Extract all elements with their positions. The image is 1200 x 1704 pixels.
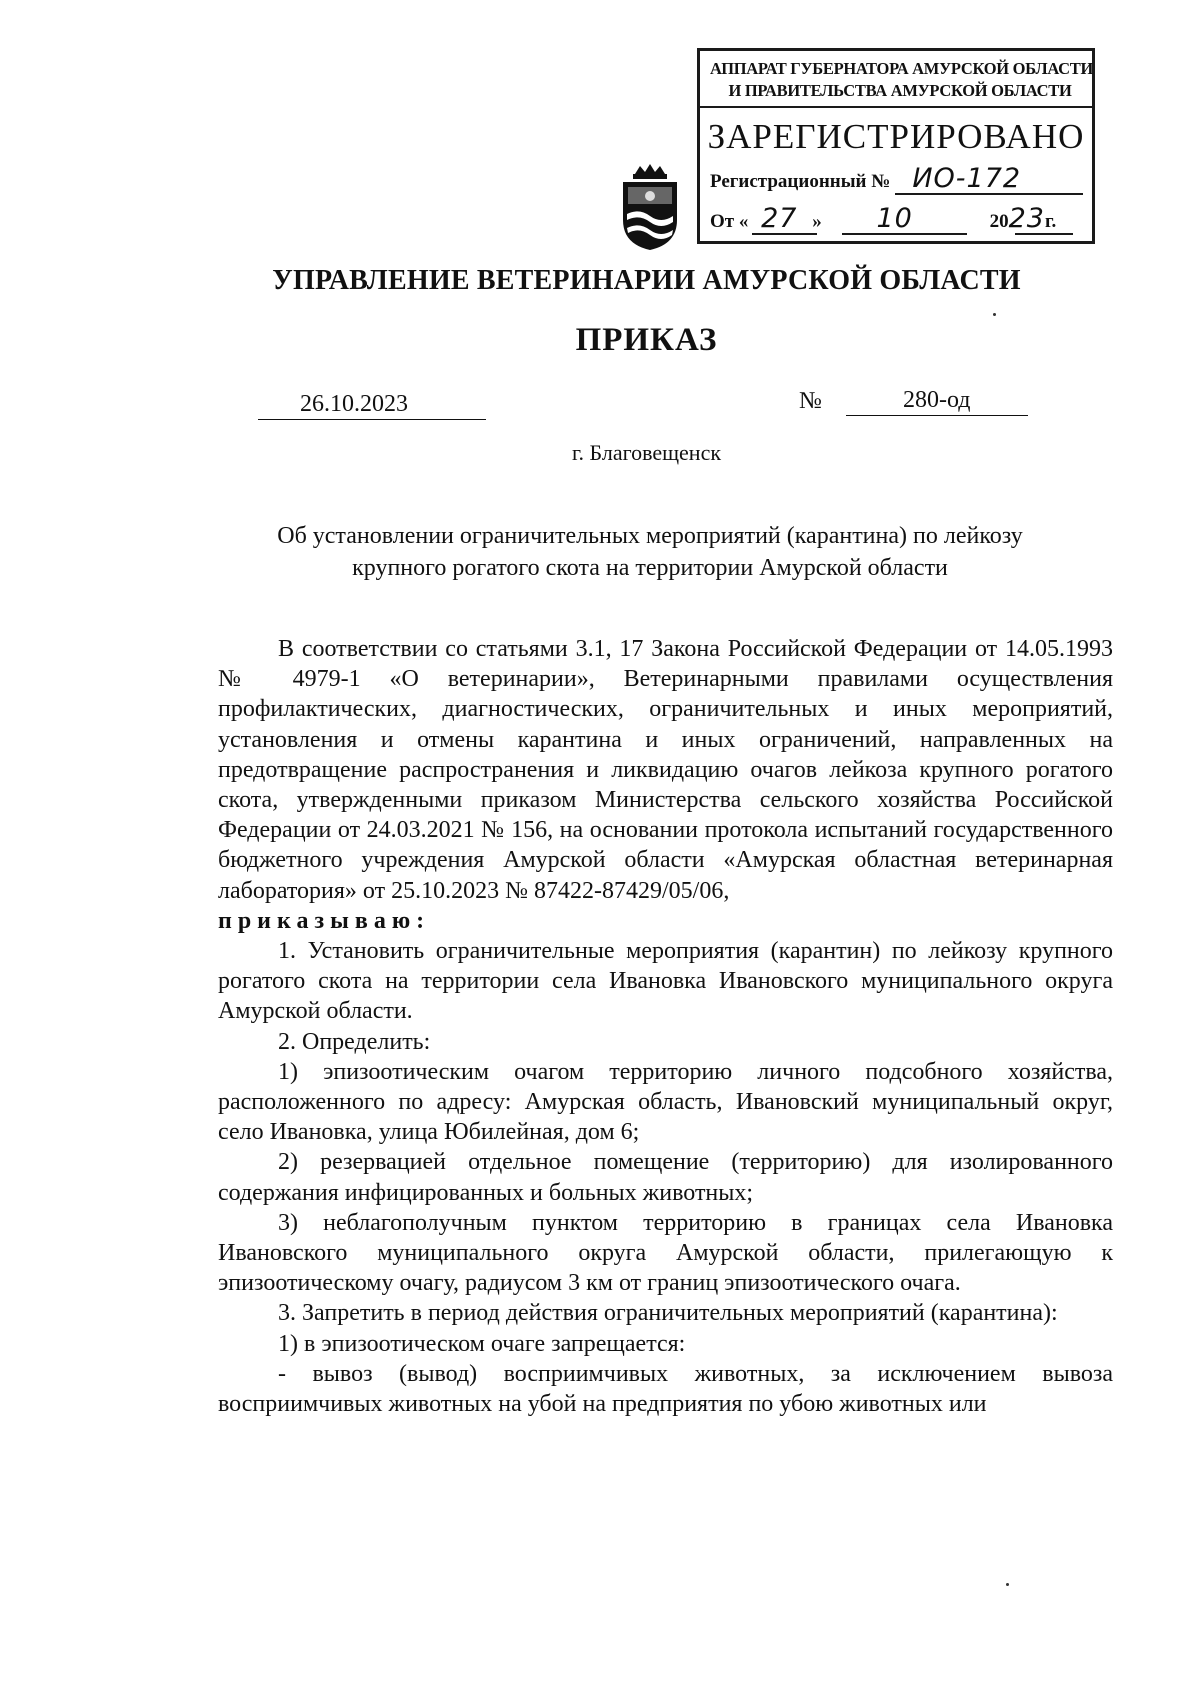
stamp-date-row: [710, 203, 1056, 234]
stamp-day-underline: [752, 233, 817, 235]
preamble-paragraph: В соответствии со статьями 3.1, 17 Закона Российской Федерации от 14.05.1993 № 4979-1 «О ветеринарии», Ветеринарными правилами осуществления профилактических, диагностических, ограничительных и иных мероприятий, установления и отмены карантина и иных ограничений, направленных на предотвращение распространения и ликвидацию очагов лейкоза крупного рогатого скота, утвержденными приказом Министерства сельского хозяйства Российской Федерации от 24.03.2021 № 156, на основании протокола испытаний государственного бюджетного учреждения Амурской области «Амурская областная ветеринарная лаборатория» от 25.10.2023 № 87422-87429/05/06,: [218, 636, 1113, 904]
clause-3: 3. Запретить в период действия ограничительных мероприятий (карантина):: [278, 1300, 1058, 1327]
stamp-reg-row: [710, 163, 1021, 194]
city-label: г. Благовещенск: [571, 440, 722, 465]
clause-2: 2. Определить:: [278, 1028, 431, 1055]
scan-speck: [1006, 1583, 1009, 1586]
subject-line-1: Об установлении ограничительных мероприятий (карантина) по лейкозу: [277, 523, 1023, 549]
clause-3-1-a: - вывоз (вывод) восприимчивых животных, за исключением вывоза восприимчивых животных на убой на предприятия по убою животных или: [218, 1360, 1113, 1418]
scan-speck: [993, 313, 996, 316]
stamp-reg-underline: [895, 193, 1083, 195]
clause-2-3: 3) неблагополучным пунктом территорию в границах села Ивановка Ивановского муниципального округа Амурской области, прилегающую к эпизоотическому очагу, радиусом 3 км от границ эпизоотического очага.: [218, 1209, 1113, 1297]
order-number-underline: [846, 415, 1028, 416]
document-type-title: ПРИКАЗ: [575, 322, 718, 358]
stamp-year-end: г.: [1044, 211, 1057, 232]
subject-line-2: крупного рогатого скота на территории Амурской области: [352, 555, 948, 581]
organization-title: УПРАВЛЕНИЕ ВЕТЕРИНАРИИ АМУРСКОЙ ОБЛАСТИ: [272, 265, 1021, 296]
coat-of-arms-icon: [615, 162, 685, 252]
stamp-agency-line1: АППАРАТ ГУБЕРНАТОРА АМУРСКОЙ ОБЛАСТИ: [710, 59, 1094, 78]
clause-2-1: 1) эпизоотическим очагом территорию личного подсобного хозяйства, расположенного по адресу: Амурская область, Ивановский муниципальный округ, село Ивановка, улица Юбилейная, дом 6;: [218, 1058, 1113, 1146]
order-date-underline: [258, 419, 486, 420]
stamp-year-underline: [1015, 233, 1073, 235]
clause-2-2: 2) резервацией отдельное помещение (территорию) для изолированного содержания инфицированных и больных животных;: [218, 1149, 1113, 1206]
order-date: 26.10.2023: [300, 391, 408, 417]
clause-3-1: 1) в эпизоотическом очаге запрещается:: [278, 1330, 686, 1357]
stamp-from-label: От «: [710, 211, 749, 232]
stamp-month-underline: [842, 233, 967, 235]
stamp-registered-label: ЗАРЕГИСТРИРОВАНО: [707, 117, 1085, 156]
stamp-year-suffix: 23: [1008, 203, 1045, 234]
stamp-year-prefix: 20: [989, 211, 1009, 232]
stamp-day: 27: [761, 203, 798, 234]
order-subject: [230, 520, 1070, 584]
order-number-sign: №: [799, 388, 822, 414]
stamp-month: 10: [876, 203, 913, 234]
stamp-agency-line2: И ПРАВИТЕЛЬСТВА АМУРСКОЙ ОБЛАСТИ: [728, 81, 1072, 100]
stamp-reg-label: Регистрационный №: [710, 171, 891, 192]
stamp-quote-close: »: [812, 211, 822, 232]
registration-stamp: [697, 48, 1095, 244]
order-body: [218, 634, 1113, 1419]
order-word: приказываю:: [218, 907, 431, 934]
clause-1: 1. Установить ограничительные мероприятия (карантин) по лейкозу крупного рогатого скота на территории села Ивановка Ивановского муниципального округа Амурской области.: [218, 938, 1113, 1025]
stamp-reg-number: ИО-172: [912, 163, 1022, 194]
stamp-divider: [700, 106, 1092, 108]
order-number: 280-од: [903, 387, 971, 413]
